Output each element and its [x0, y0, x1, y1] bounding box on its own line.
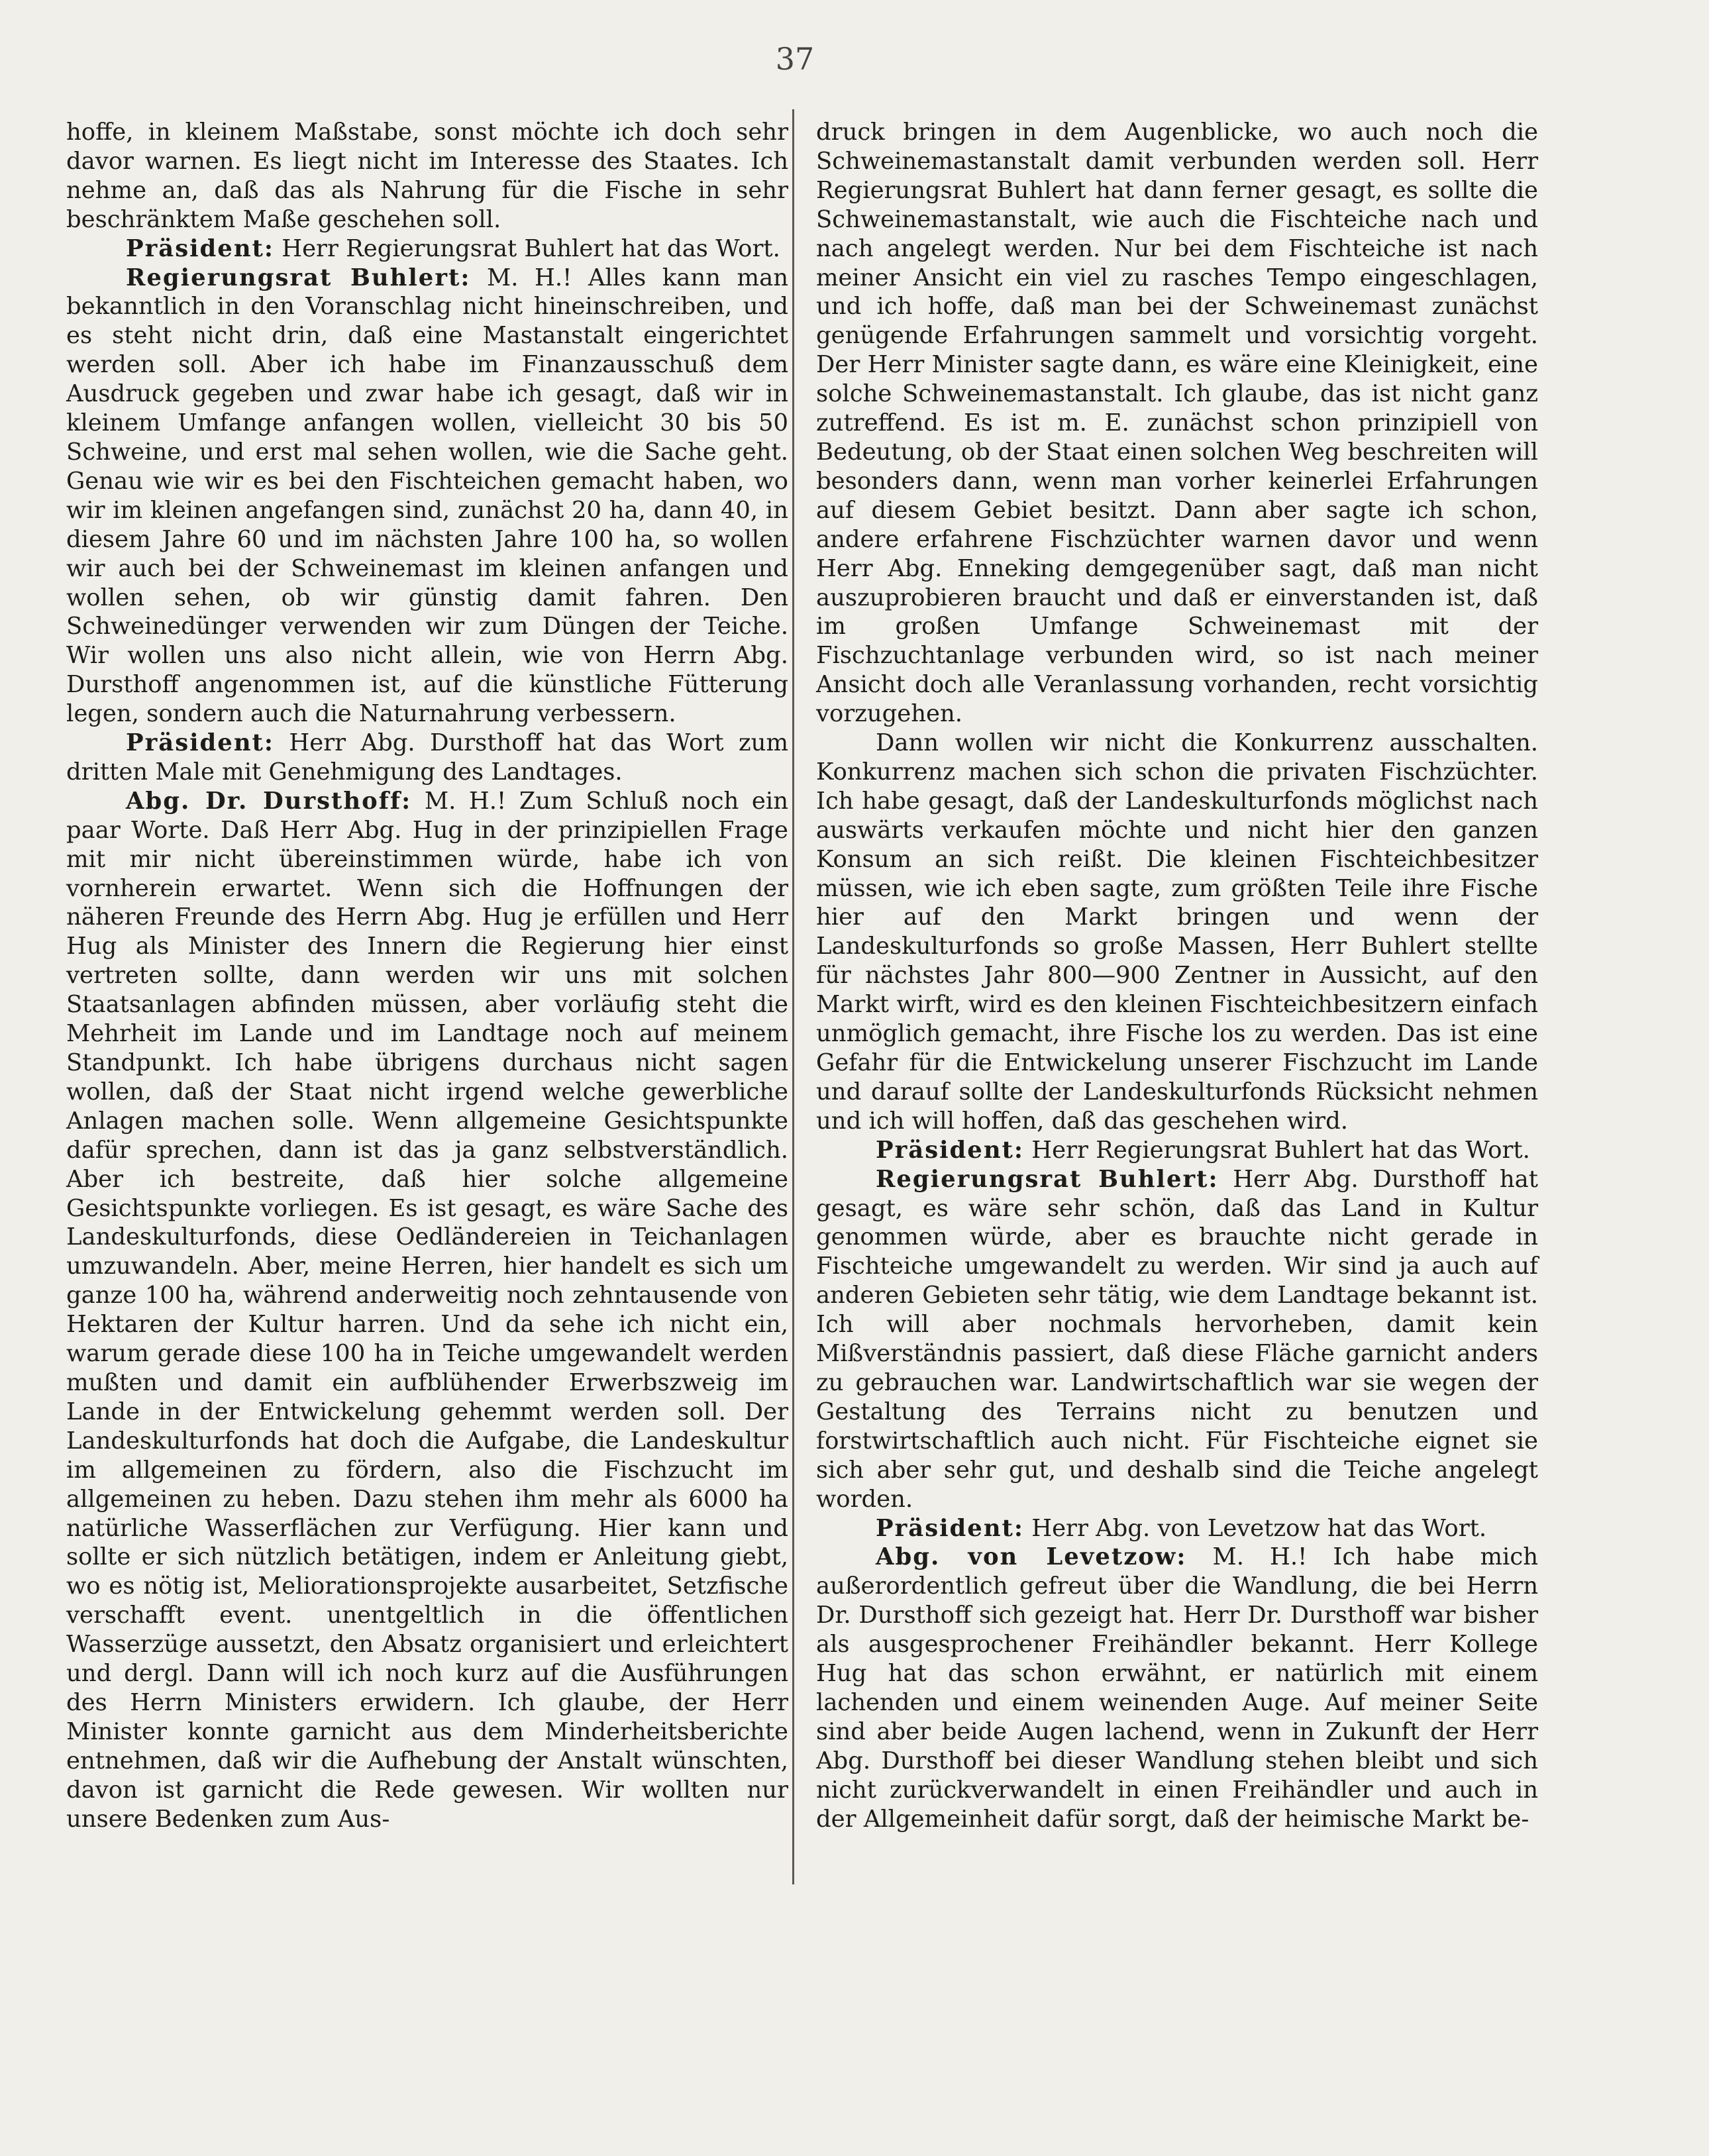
paragraph-text: M. H.! Alles kann man bekanntlich in den Voranschlag nicht hineinschreiben, und es steht nicht drin, daß eine Mastanstalt eingerichtet werden soll. Aber ich habe im Finanzausschuß dem Ausdruck gegeben und zwar habe ich gesagt, daß wir in kleinem Umfange anfangen wollen, vielleicht 30 bis 50 Schweine, und erst mal sehen wollen, wie die Sache geht. Genau wie wir es bei den Fischteichen gemacht haben, wo wir im kleinen angefangen sind, zunächst 20 ha, dann 40, in diesem Jahre 60 und im nächsten Jahre 100 ha, so wollen wir auch bei der Schweinemast im kleinen anfangen und wollen sehen, ob wir günstig damit fahren. Den Schweinedünger verwenden wir zum Düngen der Teiche. Wir wollen uns also nicht allein, wie von Herrn Abg. Dursthoff angenommen ist, auf die künstliche Fütterung legen, sondern auch die Naturnahrung verbessern. [66, 264, 788, 728]
paragraph-text: Herr Abg. Dursthoff hat das Wort zum dritten Male mit Genehmigung des Landtages. [66, 729, 789, 786]
right-column [816, 118, 1538, 1833]
paragraph [816, 729, 1538, 1136]
paragraph-text: M. H.! Ich habe mich außerordentlich gefreut über die Wandlung, die bei Herrn Dr. Dursthoff sich gezeigt hat. Herr Dr. Dursthoff war bisher als ausgesprochener Freihändler bekannt. Herr Kollege Hug hat das schon erwähnt, er natürlich mit einem lachenden und einem weinenden Auge. Auf meiner Seite sind aber beide Augen lachend, wenn in Zukunft der Herr Abg. Dursthoff bei dieser Wandlung stehen bleibt und sich nicht zurückverwandelt in einen Freihändler und auch in der Allgemeinheit dafür sorgt, daß der heimische Markt be- [816, 1543, 1538, 1833]
speaker-label: Präsident: [126, 234, 274, 262]
paragraph [66, 118, 788, 234]
paragraph-text: Herr Abg. von Levetzow hat das Wort. [1031, 1514, 1487, 1542]
paragraph-text: Dann wollen wir nicht die Konkurrenz ausschalten. Konkurrenz machen sich schon die privaten Fischzüchter. Ich habe gesagt, daß der Landeskulturfonds möglichst nach auswärts verkaufen möchte und nicht hier den ganzen Konsum an sich reißt. Die kleinen Fischteichbesitzer müssen, wie ich eben sagte, zum größten Teile ihre Fische hier auf den Markt bringen und wenn der Landeskulturfonds so große Massen, Herr Buhlert stellte für nächstes Jahr 800—900 Zentner in Aussicht, auf den Markt wirft, wird es den kleinen Fischteichbesitzern einfach unmöglich gemacht, ihre Fische los zu werden. Das ist eine Gefahr für die Entwickelung unserer Fischzucht im Lande und darauf sollte der Landeskulturfonds Rücksicht nehmen und ich will hoffen, daß das geschehen wird. [816, 729, 1538, 1135]
paragraph [66, 729, 788, 787]
paragraph [816, 1514, 1538, 1543]
speaker-label: Regierungsrat Buhlert: [126, 264, 471, 291]
paragraph-text: Herr Abg. Dursthoff hat gesagt, es wäre sehr schön, daß das Land in Kultur genommen würde, aber es brauchte nicht gerade in Fischteiche umgewandelt zu werden. Wir sind ja auch auf anderen Gebieten sehr tätig, wie dem Landtage bekannt ist. Ich will aber nochmals hervorheben, damit kein Mißverständnis passiert, daß diese Fläche garnicht anders zu gebrauchen war. Landwirtschaftlich war sie wegen der Gestaltung des Terrains nicht zu benutzen und forstwirtschaftlich auch nicht. Für Fischteiche eignet sie sich aber sehr gut, und deshalb sind die Teiche angelegt worden. [816, 1165, 1538, 1513]
paragraph [816, 1165, 1538, 1514]
paragraph [816, 1543, 1538, 1833]
paragraph-text: Herr Regierungsrat Buhlert hat das Wort. [282, 234, 780, 262]
paragraph [66, 234, 788, 264]
speaker-label: Regierungsrat Buhlert: [876, 1165, 1219, 1193]
speaker-label: Abg. Dr. Dursthoff: [126, 787, 412, 815]
speaker-label: Präsident: [876, 1514, 1024, 1542]
paragraph-text: hoffe, in kleinem Maßstabe, sonst möchte ich doch sehr davor warnen. Es liegt nicht im Interesse des Staates. Ich nehme an, daß das als Nahrung für die Fische in sehr beschränktem Maße geschehen soll. [66, 119, 788, 233]
page-number: 37 [775, 41, 815, 77]
paragraph [816, 118, 1538, 729]
left-column [66, 118, 788, 1833]
column-divider [792, 109, 794, 1884]
paragraph [816, 1136, 1538, 1165]
speaker-label: Präsident: [126, 729, 274, 757]
paragraph-text: M. H.! Zum Schluß noch ein paar Worte. Daß Herr Abg. Hug in der prinzipiellen Frage mit mir nicht übereinstimmen würde, habe ich von vornherein erwartet. Wenn sich die Hoffnungen der näheren Freunde des Herrn Abg. Hug je erfüllen und Herr Hug als Minister des Innern die Regierung hier einst vertreten sollte, dann werden wir uns mit solchen Staatsanlagen abfinden müssen, aber vorläufig steht die Mehrheit im Lande und im Landtage noch auf meinem Standpunkt. Ich habe übrigens durchaus nicht sagen wollen, daß der Staat nicht irgend welche gewerbliche Anlagen machen solle. Wenn allgemeine Gesichtspunkte dafür sprechen, dann ist das ja ganz selbstverständlich. Aber ich bestreite, daß hier solche allgemeine Gesichtspunkte vorliegen. Es ist gesagt, es wäre Sache des Landeskulturfonds, diese Oedländereien in Teichanlagen umzuwandeln. Aber, meine Herren, hier handelt es sich um ganze 100 ha, während anderweitig noch zehntausende von Hektaren der Kultur harren. Und da sehe ich nicht ein, warum gerade diese 100 ha in Teiche umgewandelt werden mußten und damit ein aufblühender Erwerbszweig im Lande in der Entwickelung gehemmt werden soll. Der Landeskulturfonds hat doch die Aufgabe, die Landeskultur im allgemeinen zu fördern, also die Fischzucht im allgemeinen zu heben. Dazu stehen ihm mehr als 6000 ha natürliche Wasserflächen zur Verfügung. Hier kann und sollte er sich nützlich betätigen, indem er Anleitung giebt, wo es nötig ist, Meliorationsprojekte ausarbeitet, Setzfische verschafft event. unentgeltlich in die öffentlichen Wasserzüge aussetzt, den Absatz organisiert und erleichtert und dergl. Dann will ich noch kurz auf die Ausführungen des Herrn Ministers erwidern. Ich glaube, der Herr Minister konnte garnicht aus dem Minderheitsberichte entnehmen, daß wir die Aufhebung der Anstalt wünschten, davon ist garnicht die Rede gewesen. Wir wollten nur unsere Bedenken zum Aus- [66, 787, 788, 1833]
paragraph [66, 264, 788, 729]
paragraph [66, 787, 788, 1834]
speaker-label: Abg. von Levetzow: [876, 1543, 1187, 1571]
paragraph-text: Herr Regierungsrat Buhlert hat das Wort. [1031, 1136, 1530, 1164]
paragraph-text: druck bringen in dem Augenblicke, wo auch noch die Schweinemastanstalt damit verbunden werden soll. Herr Regierungsrat Buhlert hat dann ferner gesagt, es sollte die Schweinemastanstalt, wie auch die Fischteiche nach und nach angelegt werden. Nur bei dem Fischteiche ist nach meiner Ansicht ein viel zu rasches Tempo eingeschlagen, und ich hoffe, daß man bei der Schweinemast zunächst genügende Erfahrungen sammelt und vorsichtig vorgeht. Der Herr Minister sagte dann, es wäre eine Kleinigkeit, eine solche Schweinemastanstalt. Ich glaube, das ist nicht ganz zutreffend. Es ist m. E. zunächst schon prinzipiell von Bedeutung, ob der Staat einen solchen Weg beschreiten will besonders dann, wenn man vorher keinerlei Erfahrungen auf diesem Gebiet besitzt. Dann aber sagte ich schon, andere erfahrene Fischzüchter warnen davor und wenn Herr Abg. Enneking demgegenüber sagt, daß man nicht auszuprobieren braucht und daß er einverstanden ist, daß im großen Umfange Schweinemast mit der Fischzuchtanlage verbunden wird, so ist nach meiner Ansicht doch alle Veranlassung vorhanden, recht vorsichtig vorzugehen. [816, 119, 1538, 728]
speaker-label: Präsident: [876, 1136, 1024, 1164]
